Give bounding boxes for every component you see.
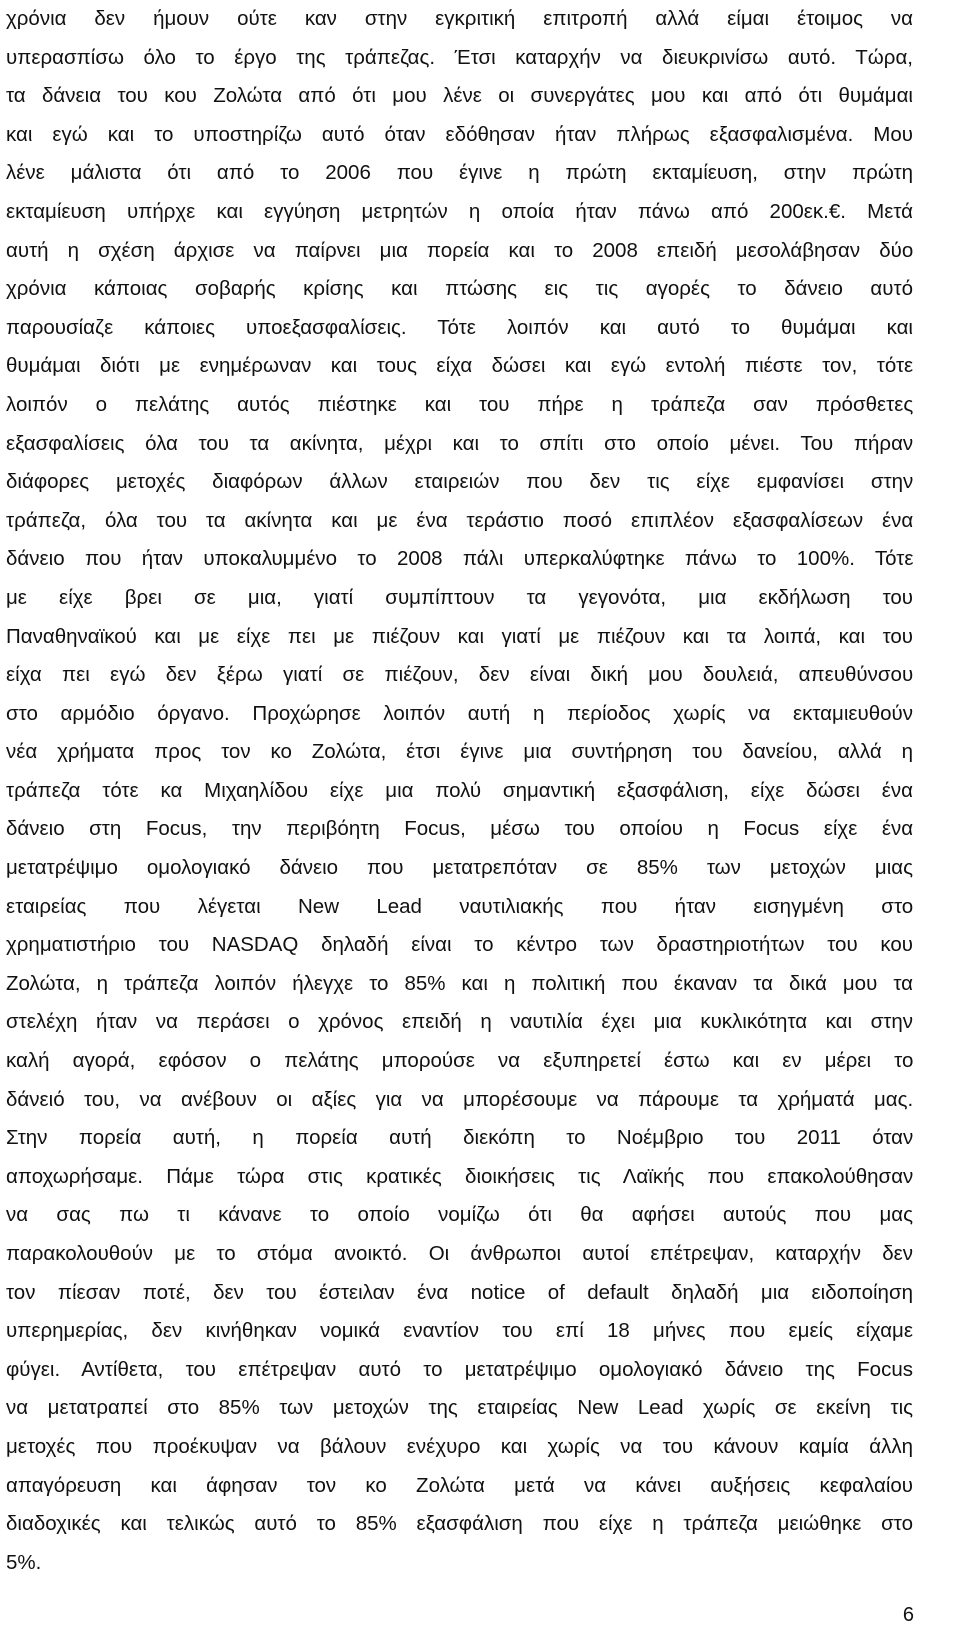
text-line: λοιπόν ο πελάτης αυτός πιέστηκε και του πήρε η τράπεζα σαν πρόσθετες xyxy=(6,392,913,416)
text-line: λένε μάλιστα ότι από το 2006 που έγινε η πρώτη εκταμίευση, στην πρώτη xyxy=(6,161,913,185)
text-line: Παναθηναϊκού και με είχε πει με πιέζουν και γιατί με πιέζουν και τα λοιπά, και του xyxy=(6,624,913,648)
text-line: τα δάνεια του κου Ζολώτα από ότι μου λένε οι συνεργάτες μου και από ότι θυμάμαι xyxy=(6,84,913,108)
text-line: μετοχές που προέκυψαν να βάλουν ενέχυρο και χωρίς να του κάνουν καμία άλλη xyxy=(6,1434,913,1458)
text-line: χρόνια δεν ήμουν ούτε καν στην εγκριτική επιτροπή αλλά είμαι έτοιμος να xyxy=(6,7,913,30)
text-line: φύγει. Αντίθετα, του επέτρεψαν αυτό το μετατρέψιμο ομολογιακό δάνειο της Focus xyxy=(6,1357,913,1381)
text-line: απαγόρευση και άφησαν τον κο Ζολώτα μετά να κάνει αυξήσεις κεφαλαίου xyxy=(6,1473,913,1497)
page-number: 6 xyxy=(902,1604,914,1626)
text-line: δάνειο στη Focus, την περιβόητη Focus, μέσω του οποίου η Focus είχε ένα xyxy=(6,817,913,841)
text-line: υπερασπίσω όλο το έργο της τράπεζας. Έτσι καταρχήν να διευκρινίσω αυτό. Τώρα, xyxy=(6,45,913,69)
text-line: θυμάμαι διότι με ενημέρωναν και τους είχα δώσει και εγώ εντολή πιέστε τον, τότε xyxy=(6,354,913,378)
text-line: με είχε βρει σε μια, γιατί συμπίπτουν τα γεγονότα, μια εκδήλωση του xyxy=(6,585,913,609)
text-line: να μετατραπεί στο 85% των μετοχών της εταιρείας New Lead χωρίς σε εκείνη τις xyxy=(6,1396,913,1420)
text-line: να σας πω τι κάνανε το οποίο νομίζω ότι θα αφήσει αυτούς που μας xyxy=(6,1203,913,1227)
text-line: 5%. xyxy=(6,1550,42,1574)
text-line: στο αρμόδιο όργανο. Προχώρησε λοιπόν αυτή η περίοδος χωρίς να εκταμιευθούν xyxy=(6,701,913,725)
body-text xyxy=(6,0,913,1582)
text-line: εκταμίευση υπήρχε και εγγύηση μετρητών η οποία ήταν πάνω από 200εκ.€. Μετά xyxy=(6,199,913,223)
text-line: χρόνια κάποιας σοβαρής κρίσης και πτώσης εις τις αγορές το δάνειο αυτό xyxy=(6,277,913,301)
text-line: τράπεζα, όλα του τα ακίνητα και με ένα τεράστιο ποσό επιπλέον εξασφαλίσεων ένα xyxy=(6,508,913,532)
text-line: διαδοχικές και τελικώς αυτό το 85% εξασφάλιση που είχε η τράπεζα μειώθηκε στο xyxy=(6,1512,913,1536)
text-line: Στην πορεία αυτή, η πορεία αυτή διεκόπη το Νοέμβριο του 2011 όταν xyxy=(6,1126,913,1150)
text-line: δάνειό του, να ανέβουν οι αξίες για να μπορέσουμε να πάρουμε τα χρήματά μας. xyxy=(6,1087,913,1111)
text-line: στελέχη ήταν να περάσει ο χρόνος επειδή η ναυτιλία έχει μια κυκλικότητα και στην xyxy=(6,1010,913,1034)
text-line: διάφορες μετοχές διαφόρων άλλων εταιρειών που δεν τις είχε εμφανίσει στην xyxy=(6,470,913,494)
text-line: τράπεζα τότε κα Μιχαηλίδου είχε μια πολύ σημαντική εξασφάλιση, είχε δώσει ένα xyxy=(6,778,913,802)
text-line: καλή αγορά, εφόσον ο πελάτης μπορούσε να εξυπηρετεί έστω και εν μέρει το xyxy=(6,1049,913,1073)
text-line: εταιρείας που λέγεται New Lead ναυτιλιακής που ήταν εισηγμένη στο xyxy=(6,894,913,918)
text-line: και εγώ και το υποστηρίζω αυτό όταν εδόθησαν ήταν πλήρως εξασφαλισμένα. Μου xyxy=(6,122,913,146)
text-line: αυτή η σχέση άρχισε να παίρνει μια πορεία και το 2008 επειδή μεσολάβησαν δύο xyxy=(6,238,913,262)
text-line: μετατρέψιμο ομολογιακό δάνειο που μετατρεπόταν σε 85% των μετοχών μιας xyxy=(6,856,913,880)
text-line: παρουσίαζε κάποιες υποεξασφαλίσεις. Τότε λοιπόν και αυτό το θυμάμαι και xyxy=(6,315,913,339)
text-line: Ζολώτα, η τράπεζα λοιπόν ήλεγχε το 85% και η πολιτική που έκαναν τα δικά μου τα xyxy=(6,971,913,995)
text-line: υπερημερίας, δεν κινήθηκαν νομικά εναντίον του επί 18 μήνες που εμείς είχαμε xyxy=(6,1319,913,1343)
text-line: παρακολουθούν με το στόμα ανοικτό. Οι άνθρωποι αυτοί επέτρεψαν, καταρχήν δεν xyxy=(6,1242,913,1265)
text-line: είχα πει εγώ δεν ξέρω γιατί σε πιέζουν, δεν είναι δική μου δουλειά, απευθύνσου xyxy=(6,663,913,687)
text-line: χρηματιστήριο του NASDAQ δηλαδή είναι το κέντρο των δραστηριοτήτων του κου xyxy=(6,933,913,957)
text-line: τον πίεσαν ποτέ, δεν του έστειλαν ένα notice of default δηλαδή μια ειδοποίηση xyxy=(6,1280,913,1304)
text-line: αποχωρήσαμε. Πάμε τώρα στις κρατικές διοικήσεις τις Λαϊκής που επακολούθησαν xyxy=(6,1164,913,1188)
text-line: νέα χρήματα προς τον κο Ζολώτα, έτσι έγινε μια συντήρηση του δανείου, αλλά η xyxy=(6,740,913,764)
text-line: δάνειο που ήταν υποκαλυμμένο το 2008 πάλι υπερκαλύφτηκε πάνω το 100%. Τότε xyxy=(6,547,913,571)
text-line: εξασφαλίσεις όλα του τα ακίνητα, μέχρι και το σπίτι στο οποίο μένει. Του πήραν xyxy=(6,431,913,455)
